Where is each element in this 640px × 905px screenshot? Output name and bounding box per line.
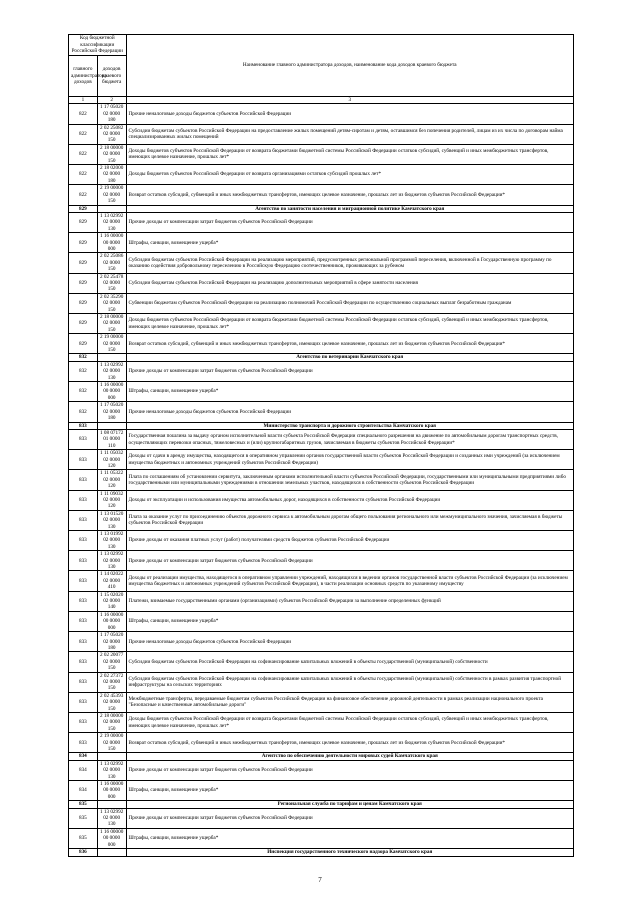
table-row (69, 712, 574, 732)
admin-code-cell: 832 (69, 354, 98, 361)
income-name-cell: Прочие неналоговые доходы бюджетов субъектов Российской Федерации (126, 632, 574, 652)
admin-code-cell: 832 (69, 361, 98, 381)
income-code-cell: 2 02 35290 02 0000 150 (97, 293, 126, 313)
admin-code-cell: 833 (69, 490, 98, 510)
table-row (69, 652, 574, 672)
agency-name-cell: Агентство по ветеринарии Камчатского края (126, 354, 574, 361)
table-row (69, 551, 574, 571)
income-code-cell: 2 02 25086 02 0000 150 (97, 253, 126, 273)
table-row (69, 531, 574, 551)
income-code-cell: 2 18 02000 02 0000 180 (97, 165, 126, 185)
table-row (69, 165, 574, 185)
income-name-cell: Штрафы, санкции, возмещение ущерба* (126, 233, 574, 253)
income-code-cell: 1 14 02022 02 0000 410 (97, 571, 126, 591)
admin-code-cell: 833 (69, 510, 98, 530)
admin-code-cell: 834 (69, 753, 98, 760)
agency-name-cell: Министерство транспорта и дорожного строительства Камчатского края (126, 422, 574, 429)
admin-code-cell: 822 (69, 165, 98, 185)
admin-code-cell: 832 (69, 402, 98, 422)
admin-code-cell: 833 (69, 652, 98, 672)
admin-code-cell: 833 (69, 551, 98, 571)
income-code-cell (97, 753, 126, 760)
table-row (69, 591, 574, 611)
table-row (69, 144, 574, 164)
income-code-cell: 2 18 00000 02 0000 150 (97, 712, 126, 732)
income-code-cell: 1 15 02020 02 0000 140 (97, 591, 126, 611)
income-name-cell: Прочие доходы от компенсации затрат бюджетов субъектов Российской Федерации (126, 808, 574, 828)
admin-code-cell: 829 (69, 212, 98, 232)
column-number-3: 3 (126, 97, 574, 104)
admin-code-cell: 833 (69, 429, 98, 449)
income-name-cell: Доходы от сдачи в аренду имущества, находящегося в оперативном управлении органов государственной власти субъектов Российской Федерации и созданных ими учреждений (за исключением имущества бюджетных и автономных учреждений субъектов Российской Федерации) (126, 450, 574, 470)
table-row (69, 402, 574, 422)
income-name-cell: Плата за оказание услуг по присоединению объектов дорожного сервиса к автомобильным дорогам общего пользования регионального или межмуниципального значения, зачисляемая в бюджеты субъектов Российской Федерации (126, 510, 574, 530)
admin-code-cell: 822 (69, 144, 98, 164)
income-name-cell: Доходы бюджетов субъектов Российской Федерации от возврата бюджетами бюджетной системы Российской Федерации остатков субсидий, субвенций и иных межбюджетных трансфертов, имеющих целевое назначение, прошлых лет* (126, 712, 574, 732)
table-row (69, 611, 574, 631)
table-row (69, 104, 574, 124)
income-name-cell: Штрафы, санкции, возмещение ущерба* (126, 828, 574, 848)
admin-code-cell: 833 (69, 672, 98, 692)
admin-code-cell: 829 (69, 233, 98, 253)
income-code-cell: 1 13 01992 02 0000 130 (97, 531, 126, 551)
income-code-cell: 2 02 45393 02 0000 150 (97, 692, 126, 712)
income-code-cell: 2 02 20077 02 0000 150 (97, 652, 126, 672)
agency-name-cell: Региональная служба по тарифам и ценам Камчатского края (126, 801, 574, 808)
table-row (69, 510, 574, 530)
admin-code-cell: 822 (69, 185, 98, 205)
income-code-cell: 1 13 01520 02 0000 130 (97, 510, 126, 530)
income-code-cell: 2 18 00000 02 0000 150 (97, 144, 126, 164)
admin-code-cell: 829 (69, 273, 98, 293)
admin-code-cell: 829 (69, 205, 98, 212)
table-row (69, 828, 574, 848)
table-row (69, 334, 574, 354)
income-name-cell: Субсидии бюджетам субъектов Российской Федерации на реализацию дополнительных мероприятий в сфере занятости населения (126, 273, 574, 293)
income-name-cell: Государственная пошлина за выдачу органом исполнительной власти субъекта Российской Федерации специального разрешения на движение по автомобильным дорогам транспортных средств, осуществляющих перевозки опасных, тяжеловесных и (или) крупногабаритных грузов, зачисляемая в бюджеты субъектов Российской Федерации* (126, 429, 574, 449)
income-code-cell: 1 17 05020 02 0000 180 (97, 632, 126, 652)
admin-code-cell: 836 (69, 849, 98, 856)
income-name-cell: Прочие доходы от оказания платных услуг (работ) получателями средств бюджетов субъектов Российской Федерации (126, 531, 574, 551)
income-code-cell (97, 354, 126, 361)
agency-header-row (69, 801, 574, 808)
admin-code-cell: 835 (69, 801, 98, 808)
income-code-cell: 1 13 02992 02 0000 130 (97, 760, 126, 780)
income-name-cell: Прочие доходы от компенсации затрат бюджетов субъектов Российской Федерации (126, 760, 574, 780)
income-code-cell: 2 02 25082 02 0000 150 (97, 124, 126, 144)
column-number-1: 1 (69, 97, 98, 104)
income-name-cell: Платежи, взимаемые государственными органами (организациями) субъектов Российской Федерации за выполнение определенных функций (126, 591, 574, 611)
income-name-cell: Доходы бюджетов субъектов Российской Федерации от возврата бюджетами бюджетной системы Российской Федерации остатков субсидий, субвенций и иных межбюджетных трансфертов, имеющих целевое назначение, прошлых лет* (126, 314, 574, 334)
table-row (69, 185, 574, 205)
table-row (69, 314, 574, 334)
admin-code-cell: 833 (69, 733, 98, 753)
admin-code-cell: 833 (69, 422, 98, 429)
admin-code-cell: 834 (69, 781, 98, 801)
admin-code-cell: 833 (69, 712, 98, 732)
table-row (69, 361, 574, 381)
income-name-cell: Штрафы, санкции, возмещение ущерба* (126, 382, 574, 402)
income-code-cell: 1 11 05322 02 0000 120 (97, 470, 126, 490)
table-row (69, 212, 574, 232)
income-code-cell: 1 16 00000 00 0000 000 (97, 828, 126, 848)
income-code-cell: 2 19 00000 02 0000 150 (97, 733, 126, 753)
income-name-cell: Доходы от эксплуатации и использования имущества автомобильных дорог, находящихся в собственности субъектов Российской Федерации (126, 490, 574, 510)
admin-code-cell: 833 (69, 591, 98, 611)
document-page (68, 34, 574, 857)
table-row (69, 733, 574, 753)
admin-code-cell: 833 (69, 632, 98, 652)
income-code-cell: 1 16 00000 00 0000 000 (97, 233, 126, 253)
income-name-cell: Штрафы, санкции, возмещение ущерба* (126, 781, 574, 801)
income-name-cell: Субвенции бюджетам субъектов Российской Федерации на реализацию полномочий Российской Федерации по осуществлению социальных выплат безработным гражданам (126, 293, 574, 313)
table-row (69, 692, 574, 712)
income-name-cell: Прочие доходы от компенсации затрат бюджетов субъектов Российской Федерации (126, 551, 574, 571)
income-name-cell: Прочие неналоговые доходы бюджетов субъектов Российской Федерации (126, 104, 574, 124)
income-name-cell: Доходы бюджетов субъектов Российской Федерации от возврата бюджетами бюджетной системы Российской Федерации остатков субсидий, субвенций и иных межбюджетных трансфертов, имеющих целевое назначение, прошлых лет* (126, 144, 574, 164)
table-row (69, 571, 574, 591)
agency-header-row (69, 849, 574, 856)
income-name-cell: Прочие доходы от компенсации затрат бюджетов субъектов Российской Федерации (126, 212, 574, 232)
income-code-cell: 1 16 00000 00 0000 000 (97, 781, 126, 801)
admin-code-cell: 829 (69, 314, 98, 334)
income-name-cell: Плата по соглашениям об установлении сервитута, заключенным органами исполнительной власти субъектов Российской Федерации, государственными или муниципальными предприятиями либо государственными или муниципальными учреждениями в отношении земельных участков, находящихся в собственности субъектов Российской Федерации (126, 470, 574, 490)
income-name-cell: Субсидии бюджетам субъектов Российской Федерации на софинансирование капитальных вложений в объекты государственной (муниципальной) собственности в рамках развития транспортной инфраструктуры на сельских территориях (126, 672, 574, 692)
agency-header-row (69, 753, 574, 760)
income-code-cell: 1 16 00000 00 0000 000 (97, 611, 126, 631)
income-name-cell: Возврат остатков субсидий, субвенций и иных межбюджетных трансфертов, имеющих целевое назначение, прошлых лет из бюджетов субъектов Российской Федерации* (126, 334, 574, 354)
admin-code-cell: 834 (69, 760, 98, 780)
admin-code-cell: 833 (69, 450, 98, 470)
admin-code-cell: 829 (69, 334, 98, 354)
table-row (69, 382, 574, 402)
agency-header-row (69, 354, 574, 361)
table-row (69, 781, 574, 801)
income-code-cell: 1 11 09032 02 0000 120 (97, 490, 126, 510)
table-row (69, 470, 574, 490)
admin-code-cell: 833 (69, 571, 98, 591)
admin-code-cell: 822 (69, 124, 98, 144)
table-row (69, 253, 574, 273)
table-row (69, 450, 574, 470)
income-name-cell: Межбюджетные трансферты, передаваемые бюджетам субъектов Российской Федерации на финансовое обеспечение дорожной деятельности в рамках реализации национального проекта "Безопасные и качественные автомобильные дороги" (126, 692, 574, 712)
table-row (69, 490, 574, 510)
income-code-cell: 1 13 02992 02 0000 130 (97, 361, 126, 381)
income-code-cell: 2 02 27372 02 0000 150 (97, 672, 126, 692)
income-code-cell (97, 422, 126, 429)
agency-name-cell: Агентство по обеспечению деятельности мировых судей Камчатского края (126, 753, 574, 760)
agency-name-cell: Агентство по занятости населения и миграционной политике Камчатского края (126, 205, 574, 212)
admin-code-cell: 833 (69, 692, 98, 712)
admin-code-cell: 833 (69, 611, 98, 631)
agency-name-cell: Инспекция государственного технического надзора Камчатского края (126, 849, 574, 856)
income-code-cell: 2 18 00000 02 0000 150 (97, 314, 126, 334)
header-bk-code: Код бюджетной классификации Российской Федерации (69, 35, 127, 56)
income-code-cell: 1 17 05020 02 0000 180 (97, 104, 126, 124)
income-name-cell: Возврат остатков субсидий, субвенций и иных межбюджетных трансфертов, имеющих целевое назначение, прошлых лет из бюджетов субъектов Российской Федерации* (126, 185, 574, 205)
income-name-cell: Прочие неналоговые доходы бюджетов субъектов Российской Федерации (126, 402, 574, 422)
income-name-cell: Доходы бюджетов субъектов Российской Федерации от возврата организациями остатков субсидий прошлых лет* (126, 165, 574, 185)
agency-header-row (69, 205, 574, 212)
income-code-cell: 1 08 07172 01 0000 110 (97, 429, 126, 449)
admin-code-cell: 822 (69, 104, 98, 124)
column-number-row (69, 97, 574, 104)
income-code-cell (97, 205, 126, 212)
admin-code-cell: 832 (69, 382, 98, 402)
admin-code-cell: 835 (69, 828, 98, 848)
income-code-cell: 1 13 02992 02 0000 130 (97, 212, 126, 232)
income-code-cell: 1 13 02992 02 0000 130 (97, 551, 126, 571)
table-row (69, 124, 574, 144)
income-name-cell: Прочие доходы от компенсации затрат бюджетов субъектов Российской Федерации (126, 361, 574, 381)
table-row (69, 293, 574, 313)
table-row (69, 429, 574, 449)
income-code-cell: 1 11 05032 02 0000 120 (97, 450, 126, 470)
income-name-cell: Штрафы, санкции, возмещение ущерба* (126, 611, 574, 631)
admin-code-cell: 835 (69, 808, 98, 828)
income-code-cell (97, 849, 126, 856)
income-code-cell: 2 19 00000 02 0000 150 (97, 334, 126, 354)
header-name-column: Наименование главного администратора доходов, наименование кода доходов краевого бюджета (126, 35, 574, 97)
income-code-cell: 2 02 25478 02 0000 150 (97, 273, 126, 293)
agency-header-row (69, 422, 574, 429)
admin-code-cell: 833 (69, 470, 98, 490)
table-header-group-row (69, 35, 574, 56)
table-row (69, 632, 574, 652)
column-number-2: 2 (97, 97, 126, 104)
income-name-cell: Доходы от реализации имущества, находящегося в оперативном управлении учреждений, находящихся в ведении органов государственной власти субъектов Российской Федерации (за исключением имущества бюджетных и автономных учреждений субъектов Российской Федерации), в части реализации основных средств по указанному имуществу (126, 571, 574, 591)
table-row (69, 233, 574, 253)
income-name-cell: Субсидии бюджетам субъектов Российской Федерации на софинансирование капитальных вложений в объекты государственной (муниципальной) собственности (126, 652, 574, 672)
table-row (69, 273, 574, 293)
income-code-cell: 2 19 00000 02 0000 150 (97, 185, 126, 205)
admin-code-cell: 833 (69, 531, 98, 551)
income-classification-table (68, 34, 574, 857)
admin-code-cell: 829 (69, 293, 98, 313)
page-number: 7 (318, 876, 322, 884)
income-code-cell: 1 17 05020 02 0000 180 (97, 402, 126, 422)
income-name-cell: Возврат остатков субсидий, субвенций и иных межбюджетных трансфертов, имеющих целевое назначение, прошлых лет из бюджетов субъектов Российской Федерации* (126, 733, 574, 753)
income-code-cell: 1 16 00000 00 0000 000 (97, 382, 126, 402)
header-income-column: доходов краевого бюджета (97, 56, 126, 97)
table-row (69, 672, 574, 692)
table-row (69, 808, 574, 828)
table-row (69, 760, 574, 780)
header-admin-column: главного администратора доходов (69, 56, 98, 97)
income-name-cell: Субсидии бюджетам субъектов Российской Федерации на предоставление жилых помещений детям-сиротам и детям, оставшимся без попечения родителей, лицам из их числа по договорам найма специализированных жилых помещений (126, 124, 574, 144)
income-code-cell: 1 13 02992 02 0000 130 (97, 808, 126, 828)
admin-code-cell: 829 (69, 253, 98, 273)
income-name-cell: Субсидии бюджетам субъектов Российской Федерации на реализацию мероприятий, предусмотренных региональной программой переселения, включенной в Государственную программу по оказанию содействия добровольному переселению в Российскую Федерацию соотечественников, проживающих за рубежом (126, 253, 574, 273)
income-code-cell (97, 801, 126, 808)
